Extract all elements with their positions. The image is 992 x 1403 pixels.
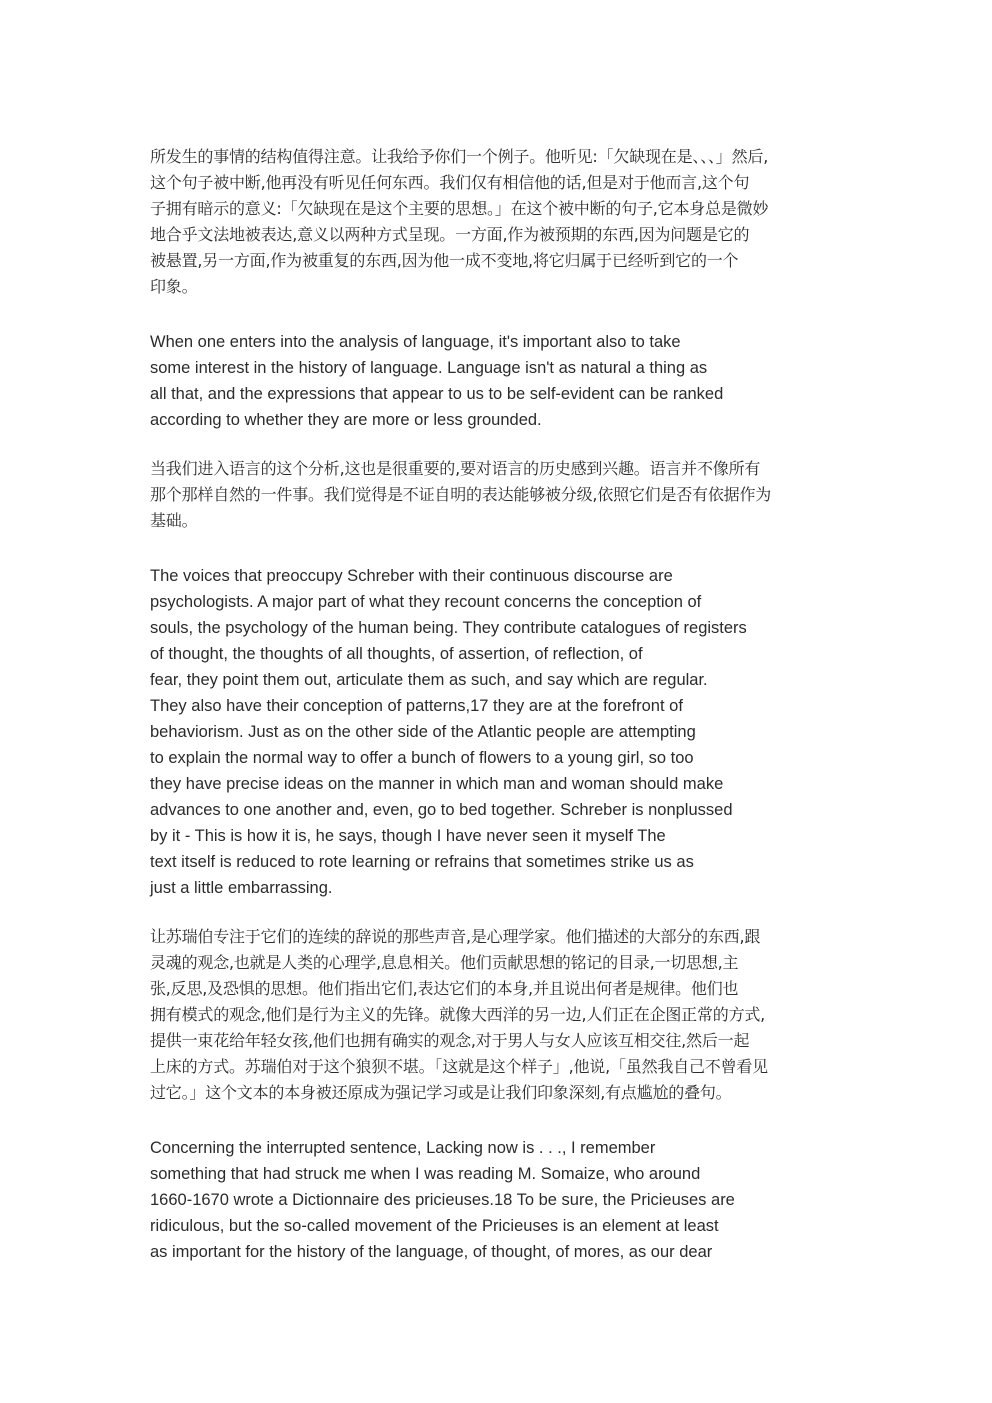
text-line: to explain the normal way to offer a bunch of flowers to a young girl, so too xyxy=(150,749,694,767)
text-line: something that had struck me when I was reading M. Somaize, who around xyxy=(150,1165,701,1183)
paragraph-chinese-3 xyxy=(150,924,850,1106)
text-line: 当我们进入语言的这个分析,这也是很重要的,要对语言的历史感到兴趣。语言并不像所有 xyxy=(150,459,761,478)
text-line: some interest in the history of language. Language isn't as natural a thing as xyxy=(150,359,708,377)
text-line: souls, the psychology of the human being. They contribute catalogues of registers xyxy=(150,619,747,637)
text-line: 让苏瑞伯专注于它们的连续的辞说的那些声音,是心理学家。他们描述的大部分的东西,跟 xyxy=(150,927,761,946)
text-line: 提供一束花给年轻女孩,他们也拥有确实的观念,对于男人与女人应该互相交往,然后一起 xyxy=(150,1031,750,1050)
text-line: fear, they point them out, articulate them as such, and say which are regular. xyxy=(150,671,708,689)
text-line: 印象。 xyxy=(150,277,198,296)
text-line: 上床的方式。苏瑞伯对于这个狼狈不堪。「这就是这个样子」,他说,「虽然我自己不曾看见 xyxy=(150,1057,768,1076)
text-line: 那个那样自然的一件事。我们觉得是不证自明的表达能够被分级,依照它们是否有依据作为 xyxy=(150,485,772,504)
text-line: 地合乎文法地被表达,意义以两种方式呈现。一方面,作为被预期的东西,因为问题是它的 xyxy=(150,225,750,244)
text-line: 子拥有暗示的意义:「欠缺现在是这个主要的思想。」在这个被中断的句子,它本身总是微妙 xyxy=(150,199,769,218)
text-line: 1660-1670 wrote a Dictionnaire des pricieuses.18 To be sure, the Pricieuses are xyxy=(150,1191,735,1209)
text-line: psychologists. A major part of what they recount concerns the conception of xyxy=(150,593,702,611)
text-line: 所发生的事情的结构值得注意。让我给予你们一个例子。他听见:「欠缺现在是、、、」然后, xyxy=(150,147,769,166)
text-line: 被悬置,另一方面,作为被重复的东西,因为他一成不变地,将它归属于已经听到它的一个 xyxy=(150,251,739,270)
text-line: text itself is reduced to rote learning or refrains that sometimes strike us as xyxy=(150,853,694,871)
text-line: They also have their conception of patterns,17 they are at the forefront of xyxy=(150,697,683,715)
text-line: 拥有模式的观念,他们是行为主义的先锋。就像大西洋的另一边,人们正在企图正常的方式, xyxy=(150,1005,766,1024)
text-line: all that, and the expressions that appear to us to be self-evident can be ranked xyxy=(150,385,724,403)
text-line: advances to one another and, even, go to bed together. Schreber is nonplussed xyxy=(150,801,733,819)
text-line: 基础。 xyxy=(150,511,198,530)
text-line: just a little embarrassing. xyxy=(150,879,333,897)
text-line: When one enters into the analysis of language, it's important also to take xyxy=(150,333,681,351)
paragraph-chinese-1 xyxy=(150,144,850,300)
text-line: ridiculous, but the so-called movement of the Pricieuses is an element at least xyxy=(150,1217,719,1235)
text-line: Concerning the interrupted sentence, Lacking now is . . ., I remember xyxy=(150,1139,656,1157)
text-line: The voices that preoccupy Schreber with their continuous discourse are xyxy=(150,567,673,585)
text-line: 张,反思,及恐惧的思想。他们指出它们,表达它们的本身,并且说出何者是规律。他们也 xyxy=(150,979,739,998)
text-line: of thought, the thoughts of all thoughts, of assertion, of reflection, of xyxy=(150,645,643,663)
text-line: 过它。」这个文本的本身被还原成为强记学习或是让我们印象深刻,有点尴尬的叠句。 xyxy=(150,1083,732,1102)
text-line: 这个句子被中断,他再没有听见任何东西。我们仅有相信他的话,但是对于他而言,这个句 xyxy=(150,173,750,192)
paragraph-chinese-2 xyxy=(150,456,850,534)
text-line: behaviorism. Just as on the other side of the Atlantic people are attempting xyxy=(150,723,696,741)
paragraph-english-3 xyxy=(150,1135,830,1265)
text-line: according to whether they are more or less grounded. xyxy=(150,411,542,429)
paragraph-english-1 xyxy=(150,329,830,433)
text-line: 灵魂的观念,也就是人类的心理学,息息相关。他们贡献思想的铭记的目录,一切思想,主 xyxy=(150,953,739,972)
text-line: they have precise ideas on the manner in which man and woman should make xyxy=(150,775,724,793)
paragraph-english-2 xyxy=(150,563,830,901)
text-line: by it - This is how it is, he says, though I have never seen it myself The xyxy=(150,827,666,845)
text-line: as important for the history of the language, of thought, of mores, as our dear xyxy=(150,1243,713,1261)
